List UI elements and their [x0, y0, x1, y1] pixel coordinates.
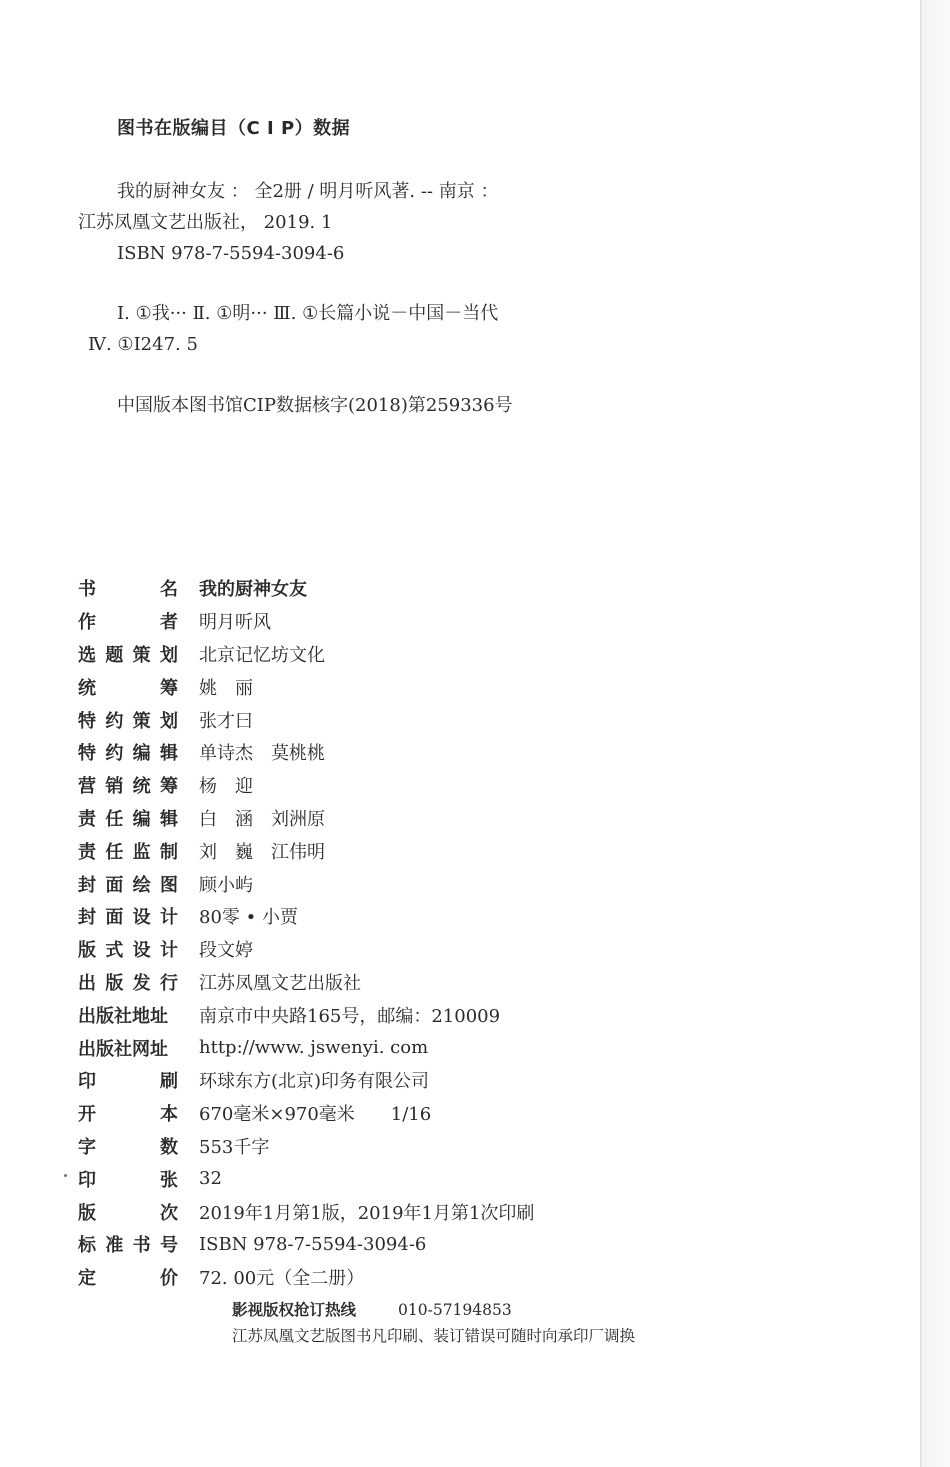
colophon-value: 2019年1月第1版，2019年1月第1次印刷 — [199, 1202, 535, 1224]
page-shadow — [922, 0, 950, 1467]
colophon-label — [78, 772, 178, 798]
colophon-value: 杨 迎 — [199, 776, 253, 798]
colophon-label-char: 张 — [160, 1169, 178, 1191]
colophon-label — [78, 1199, 178, 1225]
colophon-row — [78, 638, 534, 671]
colophon-row — [78, 670, 534, 703]
colophon-row — [78, 998, 534, 1031]
colophon-label-char: 划 — [159, 710, 178, 732]
colophon-row — [78, 769, 534, 802]
colophon-row — [78, 1195, 534, 1228]
colophon-label-char: 发 — [132, 972, 151, 994]
colophon-value: 白 涵 刘洲原 — [199, 808, 325, 830]
colophon-row — [78, 933, 534, 966]
colophon-label-char: 特 — [78, 743, 96, 765]
colophon-label-char: 封 — [78, 874, 96, 896]
colophon-value: 553千字 — [199, 1136, 270, 1158]
colophon-label — [78, 1002, 178, 1028]
colophon-label-char: 版 — [78, 940, 96, 962]
colophon-label-char: 价 — [160, 1268, 178, 1290]
colophon-label-char: 出 — [78, 972, 96, 994]
colophon-row — [78, 1261, 534, 1294]
colophon-label-char: 任 — [105, 808, 124, 830]
colophon-label — [78, 1100, 178, 1126]
cip-title: 图书在版编目（C I P）数据 — [117, 118, 351, 139]
colophon-value: 明月听风 — [199, 612, 271, 634]
cip-subject-line2: Ⅳ. ①I247. 5 — [88, 334, 198, 355]
colophon-value: ISBN 978-7-5594-3094-6 — [199, 1233, 427, 1255]
colophon-label-char: 设 — [132, 907, 151, 929]
colophon-row — [78, 1064, 534, 1097]
colophon-label — [78, 1166, 178, 1192]
colophon-label — [78, 1133, 178, 1159]
colophon-label-char: 筹 — [159, 776, 178, 798]
colophon-value: 72. 00元（全二册） — [199, 1268, 365, 1290]
cip-entry-line1: 我的厨神女友 ： 全2册 / 明月听风著. -- 南京 ： — [117, 181, 499, 202]
colophon-label-char: 版 — [78, 1202, 96, 1224]
colophon-label-char: 定 — [78, 1268, 96, 1290]
colophon-label-char: 名 — [160, 579, 178, 601]
colophon-label-char: 行 — [159, 972, 178, 994]
page-edge — [920, 0, 922, 1467]
colophon-label — [78, 1264, 178, 1290]
colophon-label-char: 印 — [78, 1071, 96, 1093]
colophon-label — [78, 903, 178, 929]
colophon-label-char: 准 — [105, 1235, 124, 1257]
colophon-row — [78, 802, 534, 835]
colophon-label-char: 辑 — [159, 743, 178, 765]
colophon-label — [78, 674, 178, 700]
colophon-label-char: 本 — [160, 1104, 178, 1126]
colophon-label-char: 次 — [160, 1202, 178, 1224]
colophon-label-char: 刷 — [160, 1071, 178, 1093]
colophon-row — [78, 966, 534, 999]
colophon-label-char: 监 — [132, 841, 151, 863]
colophon-label — [78, 936, 178, 962]
colophon-label — [78, 739, 178, 765]
colophon-label-char: 计 — [159, 940, 178, 962]
colophon-value: http://www. jswenyi. com — [199, 1037, 429, 1059]
colophon-label-char: 式 — [105, 940, 124, 962]
colophon-label-char: 特 — [78, 710, 96, 732]
colophon-row — [78, 572, 534, 605]
colophon-label — [78, 1067, 178, 1093]
colophon-label-char: 封 — [78, 907, 96, 929]
colophon-label-char: 筹 — [160, 677, 178, 699]
colophon-label-char: 字 — [78, 1136, 96, 1158]
colophon-label-char: 责 — [78, 841, 96, 863]
colophon-value: 段文婷 — [199, 940, 253, 962]
colophon-label-char: 辑 — [159, 808, 178, 830]
colophon-label-char: 设 — [132, 940, 151, 962]
colophon-label-char: 标 — [78, 1235, 96, 1257]
colophon-label-char: 统 — [132, 776, 151, 798]
colophon-label-char: 面 — [105, 874, 124, 896]
colophon-label-char: 计 — [159, 907, 178, 929]
colophon-label-char: 约 — [105, 710, 124, 732]
colophon-row — [78, 867, 534, 900]
colophon-label — [78, 805, 178, 831]
hotline-label: 影视版权抢订热线 — [232, 1301, 357, 1319]
colophon-label-char: 开 — [78, 1104, 96, 1126]
colophon-label — [78, 1231, 178, 1257]
colophon-value: 刘 巍 江伟明 — [199, 841, 325, 863]
colophon-label — [78, 575, 178, 601]
colophon-value: 南京市中央路165号，邮编：210009 — [199, 1005, 501, 1027]
colophon-label-char: 约 — [105, 743, 124, 765]
colophon-row — [78, 834, 534, 867]
colophon-label-char: 绘 — [132, 874, 151, 896]
colophon-label-char: 作 — [78, 612, 96, 634]
colophon-row — [78, 900, 534, 933]
colophon-label — [78, 969, 178, 995]
colophon-label-char: 题 — [105, 644, 124, 666]
colophon-value: 环球东方(北京)印务有限公司 — [199, 1071, 430, 1093]
colophon-label-char: 出版社地址 — [78, 1005, 168, 1027]
hotline-number: 010-57194853 — [398, 1301, 512, 1319]
colophon-label-char: 出版社网址 — [78, 1038, 168, 1060]
colophon-label — [78, 1035, 178, 1061]
colophon-value: 670毫米×970毫米 1/16 — [199, 1104, 432, 1126]
colophon-label-char: 数 — [160, 1136, 178, 1158]
colophon-row — [78, 703, 534, 736]
colophon-row — [78, 1031, 534, 1064]
colophon-row — [78, 1228, 534, 1261]
colophon-label — [78, 838, 178, 864]
colophon-label-char: 图 — [159, 874, 178, 896]
colophon-label-char: 制 — [159, 841, 178, 863]
colophon-label-char: 责 — [78, 808, 96, 830]
colophon-label-char: 编 — [132, 743, 151, 765]
colophon-label — [78, 871, 178, 897]
cip-record-number: 中国版本图书馆CIP数据核字(2018)第259336号 — [117, 395, 513, 416]
colophon-row — [78, 736, 534, 769]
colophon-value: 北京记忆坊文化 — [199, 644, 325, 666]
colophon-label — [78, 608, 178, 634]
colophon-label-char: 印 — [78, 1169, 96, 1191]
colophon-value: 顾小屿 — [199, 874, 253, 896]
colophon-label-char: 编 — [132, 808, 151, 830]
colophon-label-char: 划 — [159, 644, 178, 666]
colophon-row — [78, 1097, 534, 1130]
colophon-label-char: 策 — [132, 644, 151, 666]
colophon-value: 单诗杰 莫桃桃 — [199, 743, 325, 765]
colophon-row — [78, 1162, 534, 1195]
colophon-label-char: 书 — [132, 1235, 151, 1257]
cip-isbn-line: ISBN 978-7-5594-3094-6 — [117, 243, 345, 264]
colophon-table — [78, 572, 534, 1294]
cip-entry-line2: 江苏凤凰文艺出版社， 2019. 1 — [78, 212, 333, 233]
colophon-label-char: 营 — [78, 776, 96, 798]
colophon-label-char: 书 — [78, 579, 96, 601]
printing-error-notice: 江苏凤凰文艺版图书凡印刷、装订错误可随时向承印厂调换 — [232, 1327, 636, 1345]
colophon-label-char: 版 — [105, 972, 124, 994]
colophon-label — [78, 707, 178, 733]
colophon-value: 80零 • 小贾 — [199, 907, 298, 929]
colophon-label-char: 号 — [159, 1235, 178, 1257]
colophon-value: 江苏凤凰文艺出版社 — [199, 972, 361, 994]
colophon-label-char: 选 — [78, 644, 96, 666]
colophon-value: 32 — [199, 1168, 222, 1190]
colophon-value: 我的厨神女友 — [199, 579, 307, 601]
colophon-value: 张才曰 — [199, 710, 253, 732]
copyright-hotline — [232, 1298, 512, 1320]
stray-ink-dot — [64, 1174, 67, 1177]
cip-subject-line1: Ⅰ. ①我··· Ⅱ. ①明··· Ⅲ. ①长篇小说－中国－当代 — [117, 303, 499, 324]
colophon-value: 姚 丽 — [199, 677, 253, 699]
colophon-row — [78, 605, 534, 638]
colophon-label-char: 面 — [105, 907, 124, 929]
colophon-label — [78, 641, 178, 667]
colophon-row — [78, 1130, 534, 1163]
colophon-label-char: 统 — [78, 677, 96, 699]
colophon-label-char: 销 — [105, 776, 124, 798]
colophon-label-char: 策 — [132, 710, 151, 732]
colophon-label-char: 任 — [105, 841, 124, 863]
colophon-label-char: 者 — [160, 612, 178, 634]
